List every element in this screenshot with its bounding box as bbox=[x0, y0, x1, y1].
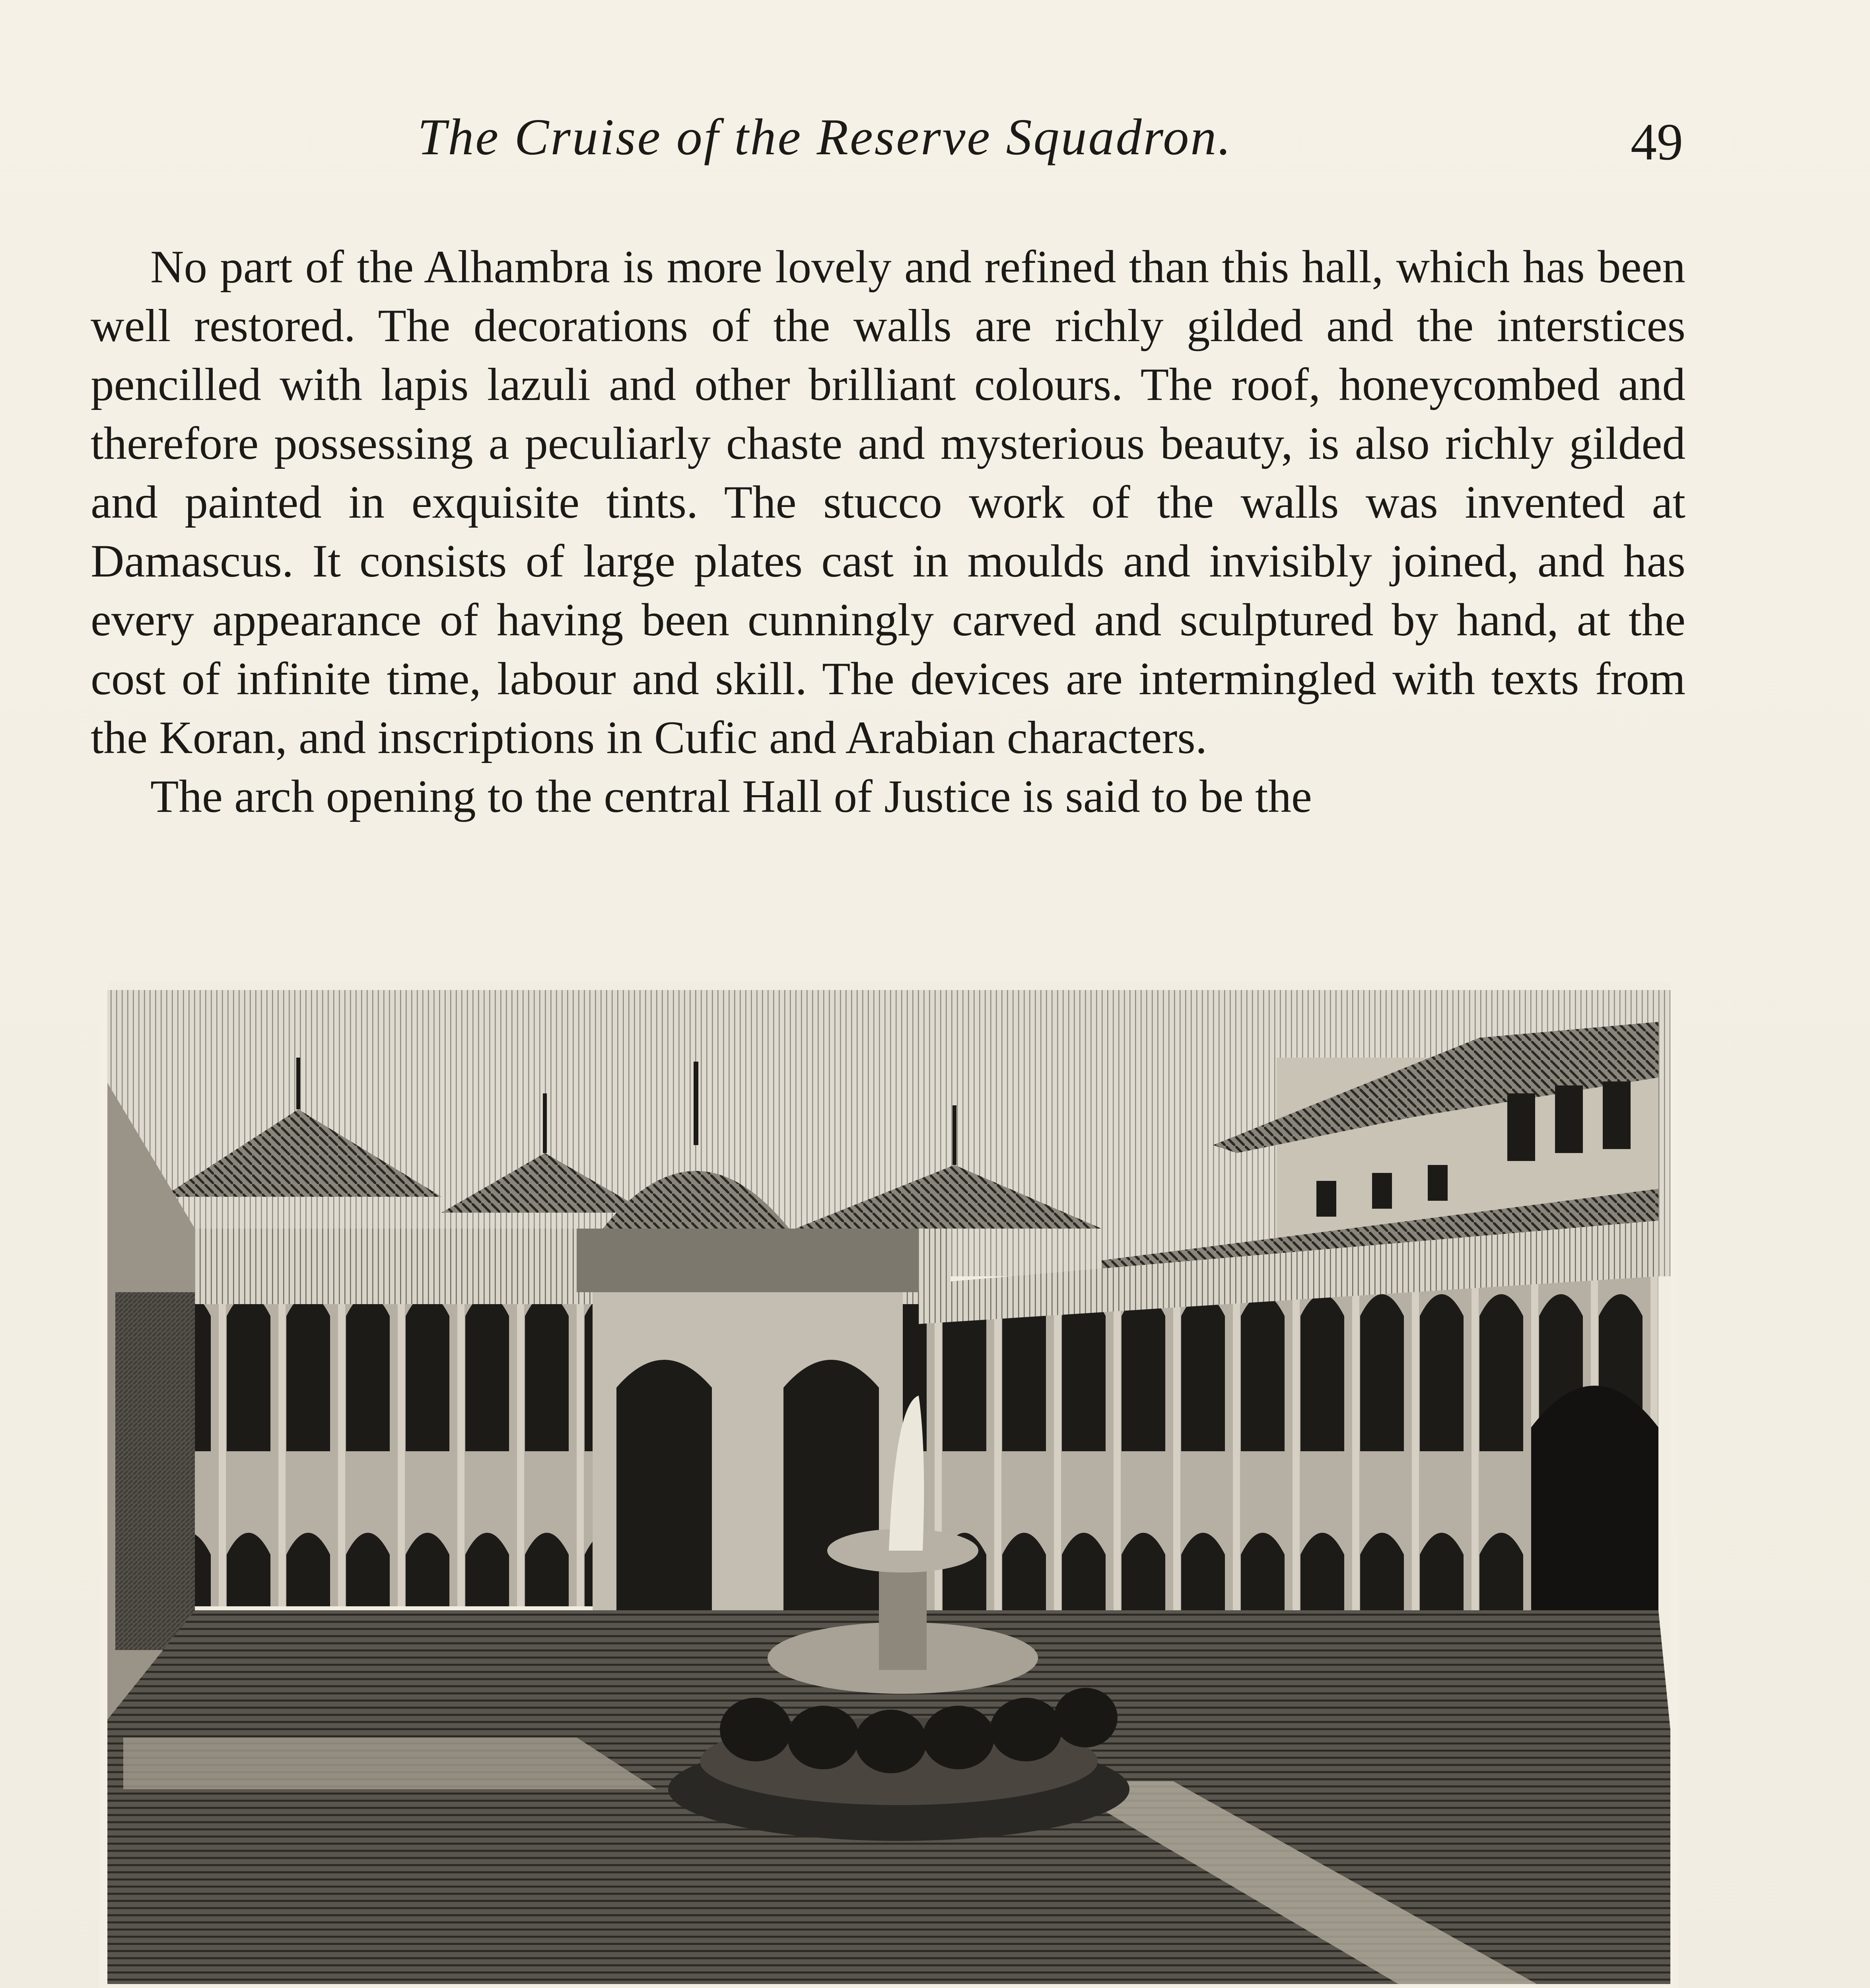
paragraph: No part of the Alhambra is more lovely and refined than this hall, which has been well restored. The decorations of the walls are richly gilded and the interstices pencilled with lapis lazuli and other brilliant colours. The roof, honeycombed and therefore possessing a peculiarly chaste and mysterious beauty, is also richly gilded and painted in exquisite tints. The stucco work of the walls was invented at Damascus. It consists of large plates cast in moulds and invisibly joined, and has every appearance of having been cunningly carved and sculptured by hand, at the cost of infinite time, labour and skill. The devices are intermingled with texts from the Koran, and inscriptions in Cufic and Arabian characters. bbox=[91, 241, 1685, 763]
running-title: The Cruise of the Reserve Squadron. bbox=[418, 109, 1232, 166]
court-of-lions-engraving bbox=[99, 974, 1678, 1988]
page-number: 49 bbox=[1631, 113, 1683, 171]
paragraph: The arch opening to the central Hall of Justice is said to be the bbox=[150, 771, 1312, 822]
text-block-top bbox=[91, 238, 1685, 826]
